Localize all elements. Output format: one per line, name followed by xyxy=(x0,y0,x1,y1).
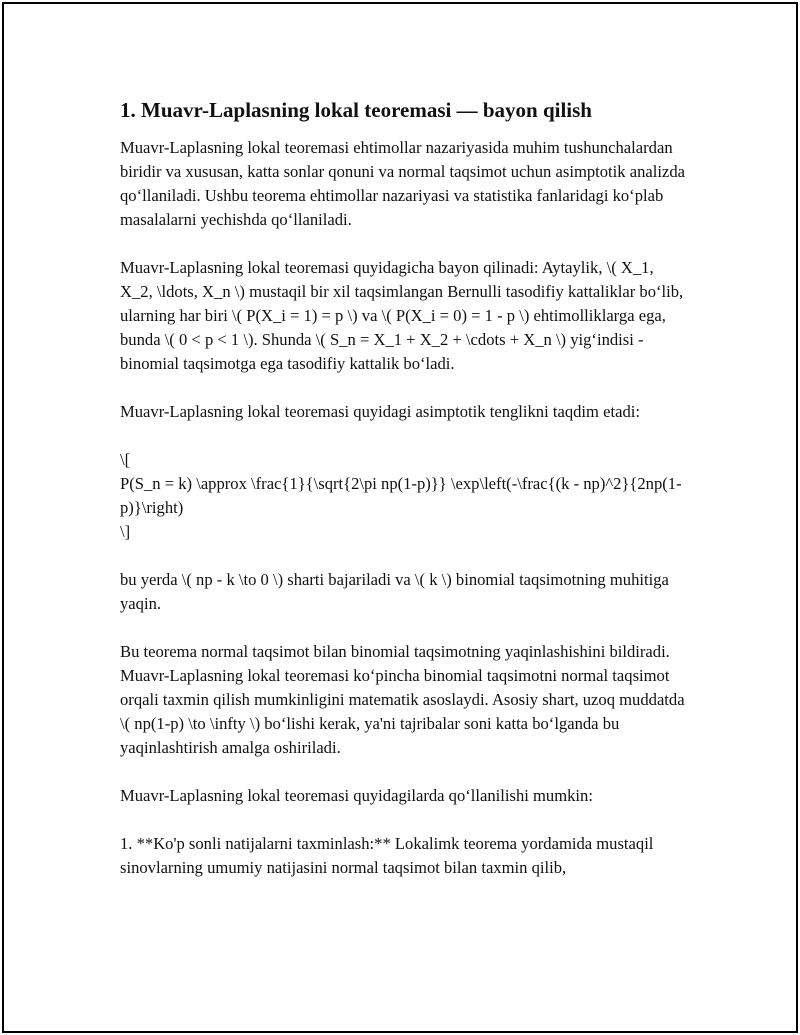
formula-body: P(S_n = k) \approx \frac{1}{\sqrt{2\pi np(1-p)}} \exp\left(-\frac{(k - np)^2}{2np(1-p)}\right) xyxy=(120,474,682,517)
list-item-1: 1. **Ko'p sonli natijalarni taxminlash:** Lokalimk teorema yordamida mustaqil sinovlarning umumiy natijasini normal taqsimot bilan taxmin qilib, xyxy=(120,834,654,877)
formula-block xyxy=(120,448,690,544)
paragraph-applications: Muavr-Laplasning lokal teoremasi quyidagilarda qo‘llanilishi mumkin: xyxy=(120,786,593,805)
paragraph-statement: Muavr-Laplasning lokal teoremasi quyidagicha bayon qilinadi: Aytaylik, \( X_1, X_2, \ldots, X_n \) mustaqil bir xil taqsimlangan Bernulli tasodifiy kattaliklar bo‘lib, ularning har biri \( P(X_i = 1) = p \) va \( P(X_i = 0) = 1 - p \) ehtimolliklarga ega, bunda \( 0 < p < 1 \). Shunda \( S_n = X_1 + X_2 + \cdots + X_n \) yig‘indisi - binomial taqsimotga ega tasodifiy kattalik bo‘ladi. xyxy=(120,258,684,373)
section-heading: 1. Muavr-Laplasning lokal teoremasi — bayon qilish xyxy=(120,98,592,122)
paragraph-condition: bu yerda \( np - k \to 0 \) sharti bajariladi va \( k \) binomial taqsimotning muhitiga yaqin. xyxy=(120,570,669,613)
page-frame xyxy=(2,2,798,1033)
paragraph-intro: Muavr-Laplasning lokal teoremasi ehtimollar nazariyasida muhim tushunchalardan biridir va xususan, katta sonlar qonuni va normal taqsimot uchun asimptotik analizda qo‘llaniladi. Ushbu teorema ehtimollar nazariyasi va statistika fanlaridagi ko‘plab masalalarni yechishda qo‘llaniladi. xyxy=(120,138,685,229)
formula-close: \] xyxy=(120,522,131,541)
paragraph-asymptotic: Muavr-Laplasning lokal teoremasi quyidagi asimptotik tenglikni taqdim etadi: xyxy=(120,402,640,421)
paragraph-meaning: Bu teorema normal taqsimot bilan binomial taqsimotning yaqinlashishini bildiradi. Muavr-Laplasning lokal teoremasi ko‘pincha binomial taqsimotni normal taqsimot orqali taxmin qilish mumkinligini matematik asoslaydi. Asosiy shart, uzoq muddatda \( np(1-p) \to \infty \) bo‘lishi kerak, ya'ni tajribalar soni katta bo‘lganda bu yaqinlashtirish amalga oshiriladi. xyxy=(120,642,685,757)
formula-open: \[ xyxy=(120,450,131,469)
document-body xyxy=(120,96,690,904)
